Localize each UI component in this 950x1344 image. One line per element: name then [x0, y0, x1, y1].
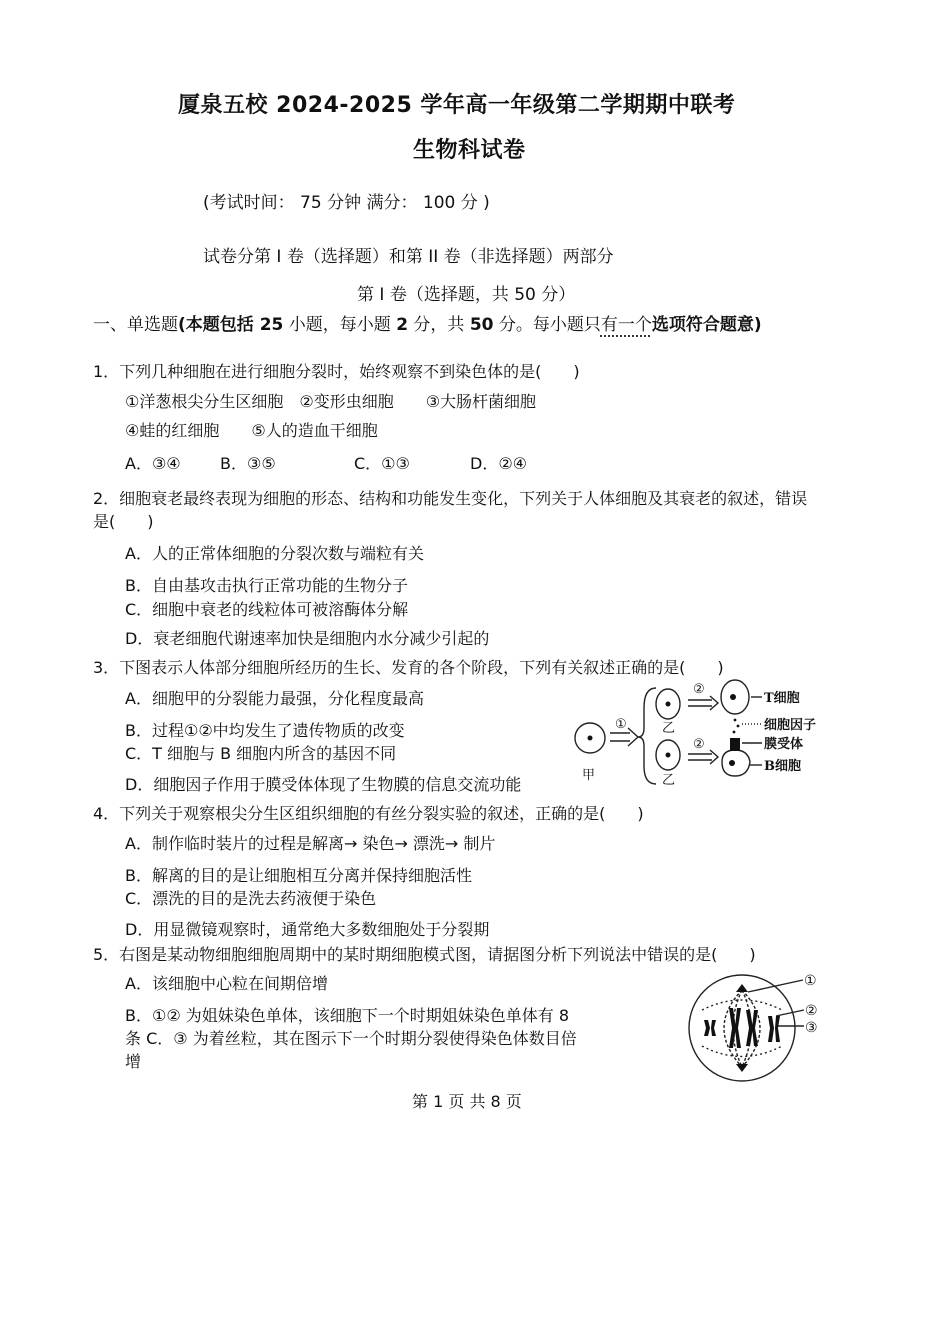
label-cytokine: 细胞因子 — [764, 718, 817, 733]
label-step2-bottom: ② — [693, 737, 705, 752]
label-step1: ① — [615, 717, 627, 732]
q2-stem: 2．细胞衰老最终表现为细胞的形态、结构和功能发生变化，下列关于人体细胞及其衰老的叙述，错误 — [93, 489, 808, 508]
chromosome — [704, 1020, 710, 1036]
section-desc-f: 50 — [469, 315, 494, 335]
q2-option-a: A．人的正常体细胞的分裂次数与端粒有关 — [125, 544, 424, 563]
section-desc-c: 小题，每小题 — [283, 315, 397, 335]
cytokine-dot — [733, 731, 736, 734]
chromosome — [752, 1010, 758, 1046]
q1-option-a: A．③④ — [125, 454, 181, 473]
chromosome — [746, 1010, 753, 1046]
q5-option-a: A．该细胞中心粒在间期倍增 — [125, 974, 328, 993]
spindle-fiber — [702, 1046, 782, 1057]
chromosome — [729, 1008, 736, 1048]
mitosis-cell-figure — [684, 970, 834, 1086]
cytokine-dot — [734, 719, 737, 722]
q3-option-c: C．T 细胞与 B 细胞内所含的基因不同 — [125, 744, 397, 763]
membrane-receptor — [730, 738, 740, 751]
q2-stem-continued: 是( ) — [93, 512, 154, 531]
q3-stem: 3．下图表示人体部分细胞所经历的生长、发育的各个阶段，下列有关叙述正确的是( ) — [93, 658, 724, 677]
q4-option-b: B．解离的目的是让细胞相互分离并保持细胞活性 — [125, 866, 472, 885]
q4-option-a: A．制作临时装片的过程是解离→ 染色→ 漂洗→ 制片 — [125, 834, 496, 853]
q4-option-d: D．用显微镜观察时，通常绝大多数细胞处于分裂期 — [125, 920, 490, 939]
label-step2-top: ② — [693, 682, 705, 697]
centrosome-bottom — [736, 1064, 748, 1072]
exam-info: (考试时间： 75 分钟 满分： 100 分 ) — [203, 193, 490, 213]
leader-1 — [748, 980, 803, 992]
centrosome-top — [736, 984, 748, 992]
q1-stem: 1．下列几种细胞在进行细胞分裂时，始终观察不到染色体的是( ) — [93, 362, 580, 381]
q4-stem: 4．下列关于观察根尖分生区组织细胞的有丝分裂实验的叙述，正确的是( ) — [93, 804, 644, 823]
section-heading — [93, 310, 762, 335]
exam-title: 厦泉五校 2024-2025 学年高一年级第二学期期中联考 — [178, 93, 736, 118]
marker-2: ② — [805, 1003, 818, 1019]
spindle-fiber — [702, 1000, 782, 1010]
label-receptor: 膜受体 — [764, 737, 804, 752]
section-prefix: 一、单选题 — [93, 315, 178, 335]
brace — [638, 688, 656, 784]
b-cell — [722, 750, 750, 776]
section-desc-g: 分。每小题只 — [493, 315, 601, 335]
q5-option-b-line1: B．①② 为姐妹染色单体，该细胞下一个时期姐妹染色单体有 8 — [125, 1006, 570, 1025]
q2-option-b: B．自由基攻击执行正常功能的生物分子 — [125, 576, 408, 595]
chromosome — [768, 1016, 774, 1042]
q4-option-c: C．漂洗的目的是洗去药液便于染色 — [125, 889, 377, 908]
q2-option-d: D．衰老细胞代谢速率加快是细胞内水分减少引起的 — [125, 629, 490, 648]
label-yi-top: 乙 — [662, 721, 676, 736]
q3-option-a: A．细胞甲的分裂能力最强，分化程度最高 — [125, 689, 424, 708]
cytokine-dot — [737, 725, 740, 728]
label-b-cell: B细胞 — [764, 759, 801, 774]
chromosome — [735, 1008, 741, 1048]
section-desc-h: 选项符合题意) — [651, 315, 762, 335]
part1-title: 第 I 卷（选择题，共 50 分） — [357, 285, 576, 305]
exam-subtitle: 生物科试卷 — [413, 138, 526, 163]
parts-note: 试卷分第 I 卷（选择题）和第 II 卷（非选择题）两部分 — [203, 247, 614, 267]
q1-option-c: C．①③ — [354, 454, 410, 473]
section-desc-a: (本题包括 — [178, 315, 260, 335]
chromosome — [775, 1016, 780, 1042]
marker-3: ③ — [805, 1020, 818, 1036]
q1-option-b: B．③⑤ — [220, 454, 276, 473]
section-desc-e: 分，共 — [408, 315, 470, 335]
section-desc-b: 25 — [259, 315, 284, 335]
label-t-cell: T细胞 — [764, 691, 800, 706]
page-footer: 第 1 页 共 8 页 — [412, 1092, 522, 1111]
q5-option-b-line3: 增 — [125, 1052, 142, 1071]
q1-option-d: D．②④ — [470, 454, 528, 473]
q1-line2: ④蛙的红细胞 ⑤人的造血干细胞 — [125, 421, 378, 440]
q2-option-c: C．细胞中衰老的线粒体可被溶酶体分解 — [125, 600, 409, 619]
arrow-step2-bottom — [688, 750, 718, 764]
q3-option-b: B．过程①②中均发生了遗传物质的改变 — [125, 721, 405, 740]
leader-2 — [776, 1010, 804, 1016]
q5-stem: 5．右图是某动物细胞细胞周期中的某时期细胞模式图，请据图分析下列说法中错误的是( ) — [93, 945, 756, 964]
chromosome — [711, 1020, 716, 1036]
label-yi-bottom: 乙 — [662, 773, 676, 786]
q5-option-b-line2: 条 C．③ 为着丝粒，其在图示下一个时期分裂使得染色体数目倍 — [125, 1029, 577, 1048]
label-jia: 甲 — [582, 768, 596, 783]
section-emphasis: 有一个 — [600, 315, 652, 335]
arrow-step2-top — [688, 696, 718, 710]
cell-differentiation-figure — [570, 678, 840, 786]
q1-line1: ①洋葱根尖分生区细胞 ②变形虫细胞 ③大肠杆菌细胞 — [125, 392, 537, 411]
section-desc-d: 2 — [396, 315, 409, 335]
q3-option-d: D．细胞因子作用于膜受体体现了生物膜的信息交流功能 — [125, 775, 522, 794]
marker-1: ① — [804, 973, 817, 989]
